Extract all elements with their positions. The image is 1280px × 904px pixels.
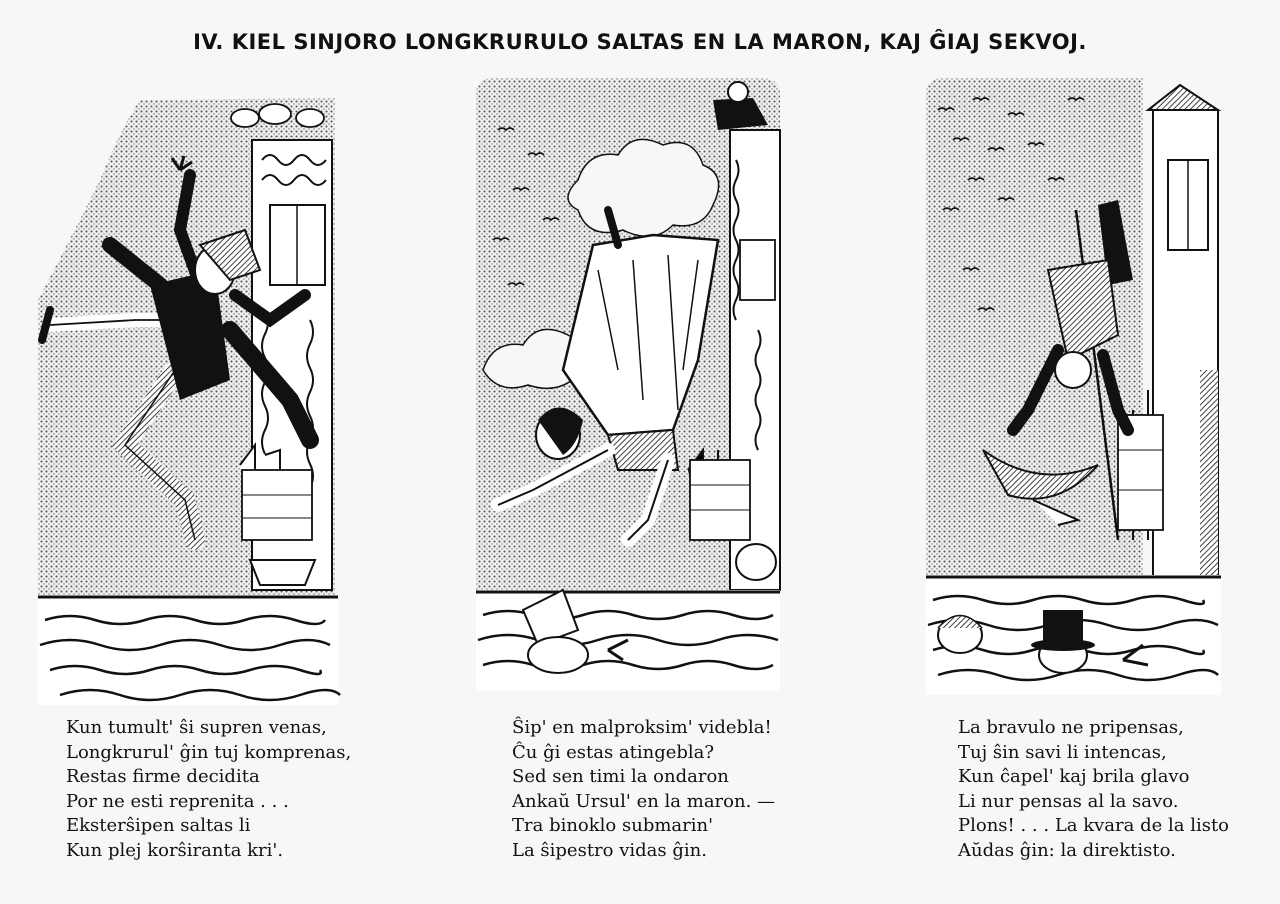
woman-diving-into-sea-icon [468, 70, 786, 695]
panel-2-illustration [468, 70, 786, 695]
verse-line: Sed sen timi la ondaron [512, 766, 729, 787]
verse-line: Restas firme decidita [66, 766, 260, 787]
verse-line: Ankaŭ Ursul' en la maron. — [512, 790, 776, 812]
verse-line: Longkrurul' ĝin tuj komprenas, [66, 741, 352, 763]
panel-3-illustration [918, 70, 1228, 700]
verse-line: Kun plej korŝiranta kri'. [66, 839, 284, 861]
panel-2-caption [512, 716, 775, 863]
verse-line: Ŝip' en malproksim' videbla! [512, 717, 772, 738]
verse-line: Aŭdas ĝin: la direktisto. [958, 839, 1176, 861]
captain-diving-with-sword-icon [918, 70, 1228, 700]
panel-3-caption [958, 716, 1229, 863]
man-leaping-from-ship-icon [30, 70, 350, 710]
verse-line: Eksterŝipen saltas li [66, 815, 251, 836]
panel-1-illustration [30, 70, 350, 710]
panel-1-caption [66, 716, 351, 863]
verse-line: Por ne esti reprenita . . . [66, 790, 289, 812]
verse-line: Tra binoklo submarin' [512, 815, 714, 836]
verse-line: Ĉu ĝi estas atingebla? [512, 741, 715, 763]
verse-line: Plons! . . . La kvara de la listo [958, 815, 1230, 836]
verse-line: Tuj ŝin savi li intencas, [958, 741, 1167, 763]
verse-line: La bravulo ne pripensas, [958, 717, 1184, 738]
verse-line: Kun ĉapel' kaj brila glavo [958, 766, 1190, 787]
verse-line: La ŝipestro vidas ĝin. [512, 839, 707, 861]
verse-line: Li nur pensas al la savo. [958, 790, 1179, 812]
page-title: IV. KIEL SINJORO LONGKRURULO SALTAS EN LA MARON, KAJ ĜIAJ SEKVOJ. [193, 30, 1087, 54]
verse-line: Kun tumult' ŝi supren venas, [66, 717, 327, 738]
